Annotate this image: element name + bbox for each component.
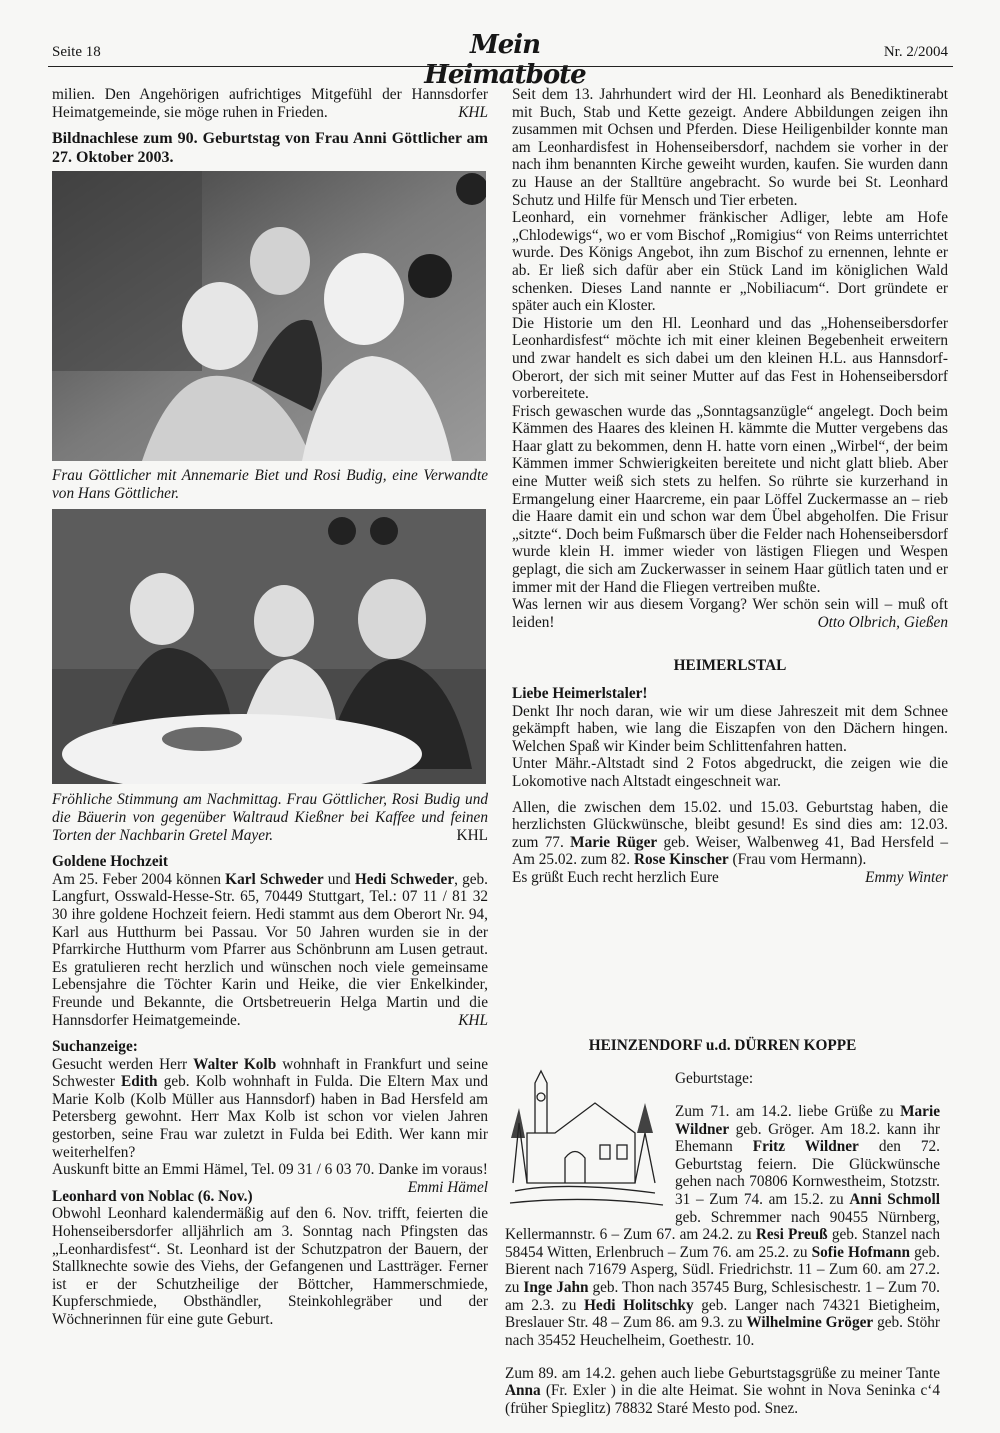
- search-notice-text: Gesucht werden Herr Walter Kolb wohnhaft in Frankfurt und seine Schwester Edith geb. Kolb wohnhaft in Fulda. Die Eltern Max und Marie Kolb (Kolb Müller aus Hannsdorf) haben in Bad Hersfeld am Petersberg gewohnt. Herr Max Kolb ist schon vor vielen Jahren gestorben, seine Frau war zuletzt in Fulda bei Edith. Wer kann mir weiterhelfen?: [52, 1055, 488, 1161]
- heimerlstal-signature: Emmy Winter: [865, 868, 948, 886]
- caption2-signature: KHL: [456, 826, 488, 844]
- heimerlstal-greeting: Liebe Heimerlstaler!: [512, 685, 648, 702]
- search-notice-contact: Auskunft bitte an Emmi Hämel, Tel. 09 31 / 6 03 70. Danke im voraus! Emmi Hämel: [52, 1161, 488, 1196]
- page-number: Seite 18: [52, 44, 101, 60]
- intro-signature: KHL: [458, 103, 488, 121]
- leonhard-text: Obwohl Leonhard kalendermäßig auf den 6. Nov. trifft, feierten die Hohenseibersdorfer alljährlich am 3. Sonntag nach Pfingsten das „Leonhardisfest“. St. Leonhard ist der Schutzpatron der Bauern, der Stallknechte sowie des Viehs, der Gefangenen und Lastträger. Ferner ist er der Schutzheilige der Böttcher, Hammerschmiede, Kupferschmiede, Obsthändler, Steinkohlegräber und der Wöchnerinnen für eine gute Geburt.: [52, 1205, 488, 1328]
- search-notice-signature: Emmi Hämel: [407, 1178, 488, 1196]
- leonhard-continued-4: Frisch gewaschen wurde das „Sonntagsanzügle“ angelegt. Doch beim Kämmen des Haares des kleinen H. kämmte die Mutter vergebens das Haar glatt zu bekommen, denn H. hatte vorn einen „Wirbel“, der beim Kämmen immer Schwierigkeiten bereitete und nicht glatt blieb. Aber eine Mutter weiß sich stets zu helfen. So rührte sie kurzerhand in Ermangelung einer Haarcreme, ein paar Löffel Zuckermasse an – rieb die Haare damit ein und schon war dem Übel abgeholfen. Die Frisur „sitzte“. Doch beim Fußmarsch über die Felder nach Hohenseibersdorf wurde klein H. immer wieder von lästigen Fliegen und Wespen geplagt, die sich am Zuckerwasser in seinem Haar gütlich taten und er immer mit der Hand die Fliegen vertreiben mußte.: [512, 402, 948, 596]
- heinzendorf-label: Geburtstage:: [675, 1070, 754, 1088]
- photo-afternoon-table: [52, 509, 486, 784]
- golden-wedding-signature: KHL: [458, 1011, 488, 1029]
- right-column: [512, 86, 948, 887]
- leonhard-continued-5: Was lernen wir aus diesem Vorgang? Wer schön sein will – muß oft leiden! Otto Olbrich, Gießen: [512, 596, 948, 631]
- leonhard-continued-2: Leonhard, ein vornehmer fränkischer Adliger, lebte am Hofe „Chlodewigs“, wo er vom Bischof „Romigius“ von Reims unterrichtet wurde. Des Königs Angebot, ihn zum Bischof zu ernennen, lehnte er ab. Er ließ sich dafür aber ein Stück Land im königlichen Wald schenken. Dieses Land nannte er „Nobiliacum“. Dort gründete er später auch ein Kloster.: [512, 209, 948, 315]
- photo-caption-1: Frau Göttlicher mit Annemarie Biet und Rosi Budig, eine Verwandte von Hans Göttlicher.: [52, 467, 488, 502]
- leonhard-continued-3: Die Historie um den Hl. Leonhard und das „Hohenseibersdorfer Leonhardisfest“ möchte ich mit einer kleinen Begebenheit erweitern und zwar handelt es sich dabei um den kleinen H.L. aus Hannsdorf-Oberort, der sich mit seiner Mutter auf das Fest in Hohenseibersdorf vorbereitete.: [512, 314, 948, 403]
- masthead-logo: Mein Heimatbote: [424, 30, 586, 90]
- heimerlstal-text-2: Unter Mähr.-Altstadt sind 2 Fotos abgedruckt, die zeigen wie die Lokomotive nach Altstadt eingeschneit war.: [512, 755, 948, 790]
- photo-image: [52, 171, 486, 461]
- heinzendorf-title: HEINZENDORF u.d. DÜRREN KOPPE: [588, 1037, 857, 1055]
- golden-wedding-title: Goldene Hochzeit: [52, 853, 168, 871]
- photo-caption-2: Fröhliche Stimmung am Nachmittag. Frau Göttlicher, Rosi Budig und die Bäuerin von gegenüber Waltraud Kießner bei Kaffee und feinen Torten der Nachbarin Gretel Mayer. KHL: [52, 791, 488, 844]
- issue-number: Nr. 2/2004: [883, 44, 948, 60]
- photo-heading: Bildnachlese zum 90. Geburtstag von Frau Anni Göttlicher am 27. Oktober 2003.: [52, 130, 488, 167]
- photo-birthday-portrait: [52, 171, 486, 461]
- heimerlstal-title: HEIMERLSTAL: [673, 657, 787, 675]
- heimerlstal-birthdays: Allen, die zwischen dem 15.02. und 15.03. Geburtstag haben, die herzlichsten Glückwünsche, bleibt gesund! Es sind dies am: 12.03. zum 77. Marie Rüger geb. Weiser, Walbenweg 41, Bad Hersfeld – Am 25.02. zum 82. Rose Kinscher (Frau vom Hermann).: [512, 798, 949, 869]
- heinzendorf-birthdays: Zum 71. am 14.2. liebe Grüße zu Marie Wildner geb. Gröger. Am 18.2. kann ihr Ehemann Fritz Wildner den 72. Geburtstag feiern. Die Glückwünsche gehen nach 70806 Kornwestheim, Stotzstr. 31 – Zum 74. am 15.2. zu Anni Schmoll geb. Schremmer nach 90455 Nürnberg, Kellermannstr. 6 – Zum 67. am 24.2. zu Resi Preuß geb. Stanzel nach 58454 Witten, Erlenbruch – Zum 76. am 25.2. zu Sofie Hofmann geb. Bierent nach 71679 Asperg, Südl. Friedrichstr. 11 – Zum 60. am 27.2. zu Inge Jahn geb. Thon nach 35745 Burg, Schlesischestr. 1 – Zum 70. am 2.3. zu Hedi Holitschky geb. Langer nach 74321 Bietigheim, Breslauer Str. 48 – Zum 86. am 9.3. zu Wilhelmine Gröger geb. Stöhr nach 35452 Heuchelheim, Goethestr. 10.: [505, 1103, 941, 1349]
- photo-image-2: [52, 509, 486, 784]
- leonhard-continued-1: Seit dem 13. Jahrhundert wird der Hl. Leonhard als Benediktinerabt mit Buch, Stab und Kette gezeigt. Andere Abbildungen zeigen ihn zusammen mit Ochsen und Pferden. Diese Heiligenbilder konnte man am Leonhardisfest in Hohenseibersdorf, nachdem sie vorher in der nach ihm benannten Kirche geweiht wurden, kaufen. Sie wurden dann zu Hause an der Stalltüre angebracht. So wurde bei St. Leonhard Schutz und Hilfe für Mensch und Tier erbeten.: [512, 86, 948, 209]
- left-column: [52, 86, 488, 1329]
- leonhard-title: Leonhard von Noblac (6. Nov.): [52, 1187, 253, 1205]
- heinzendorf-anna: Zum 89. am 14.2. gehen auch liebe Geburtstagsgrüße zu meiner Tante Anna (Fr. Exler ) in die alte Heimat. Sie wohnt in Nova Seninka c‘4 (früher Spieglitz) 78832 Staré Mesto pod. Snez.: [505, 1364, 940, 1417]
- heimerlstal-closing: Es grüßt Euch recht herzlich Eure Emmy Winter: [512, 868, 948, 886]
- church-drawing-icon: [505, 1063, 665, 1213]
- header-rule: [48, 66, 953, 67]
- search-notice-title: Suchanzeige:: [52, 1038, 138, 1056]
- leonhard-signature: Otto Olbrich, Gießen: [817, 613, 948, 631]
- heimerlstal-text-1: Denkt Ihr noch daran, wie wir um diese Jahreszeit mit dem Schnee gekämpft haben, wie lang die Eiszapfen von den Dächern hingen. Welchen Spaß wir Kinder beim Schlittenfahren hatten.: [512, 702, 948, 755]
- heinzendorf-section: [505, 1022, 940, 1433]
- intro-text: milien. Den Angehörigen aufrichtiges Mitgefühl der Hannsdorfer Heimatgemeinde, sie möge ruhen in Frieden. KHL: [52, 86, 488, 121]
- golden-wedding-text: Am 25. Feber 2004 können Karl Schweder und Hedi Schweder, geb. Langfurt, Osswald-Hesse-Str. 65, 70449 Stuttgart, Tel.: 07 11 / 81 32 30 ihre goldene Hochzeit feiern. Hedi stammt aus dem Oberort Nr. 94, Karl aus Hutthurm bei Passau. Vor 50 Jahren wurden sie in der Pfarrkirche Hutthurm vom Pfarrer aus Schönbrunn am Lusen getraut. Es gratulieren recht herzlich und wünschen noch viele gemeinsame Lebensjahre die Töchter Karin und Heike, die vier Enkelkinder, Freunde und Bekannte, die Ortsbetreuerin Helga Martin und die Hannsdorfer Heimatgemeinde. KHL: [52, 870, 489, 1029]
